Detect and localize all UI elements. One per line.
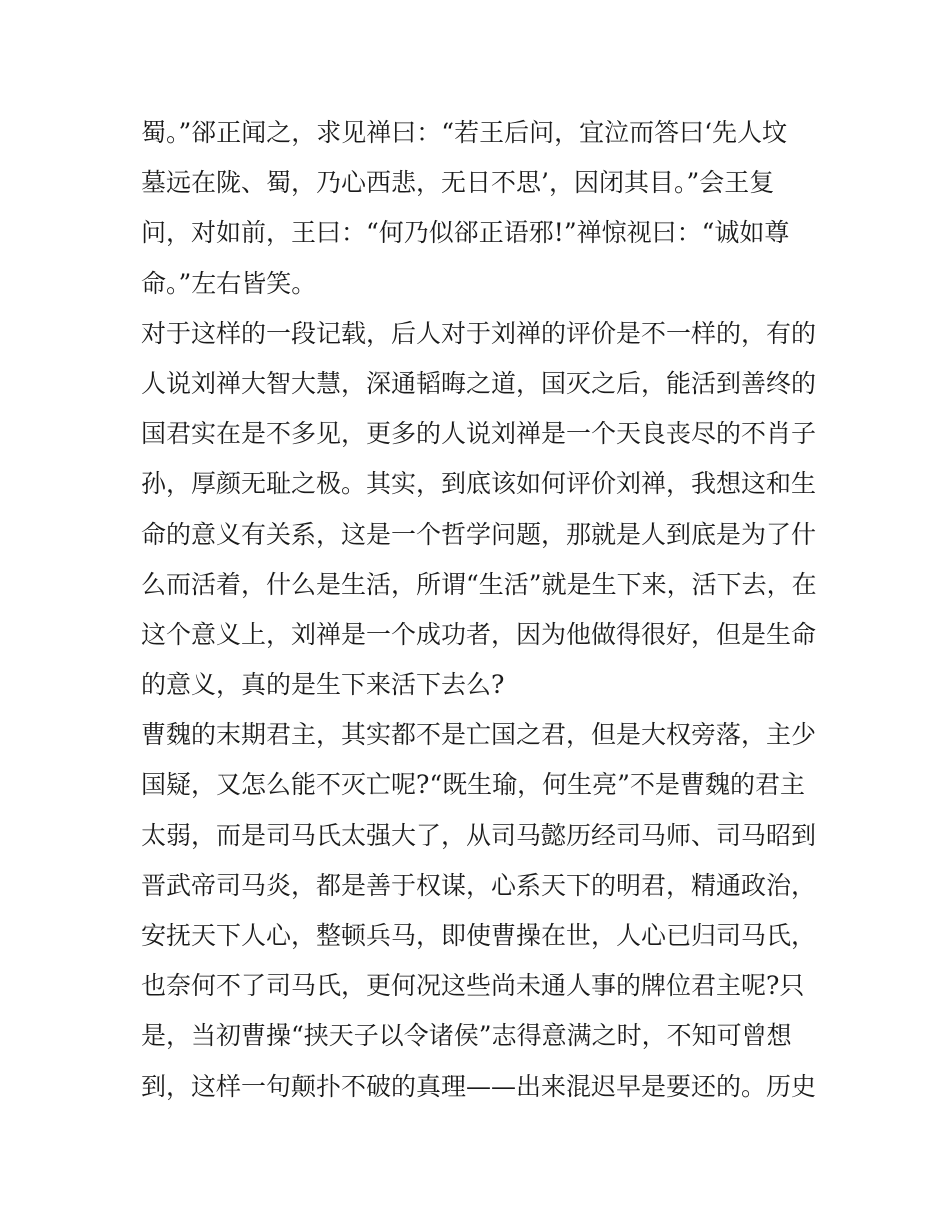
text-line: 曹魏的末期君主，其实都不是亡国之君，但是大权旁落，主少 [141, 720, 817, 750]
text-line: 人说刘禅大智大慧，深通韬晦之道，国灭之后，能活到善终的 [141, 368, 817, 398]
text-line: 墓远在陇、蜀，乃心西悲，无日不思’，因闭其目。”会王复 [141, 168, 775, 198]
text-line: 对于这样的一段记载，后人对于刘禅的评价是不一样的，有的 [141, 318, 817, 348]
text-line: 太弱，而是司马氏太强大了，从司马懿历经司马师、司马昭到 [141, 820, 817, 850]
text-line: 命。”左右皆笑。 [141, 268, 317, 298]
text-line: 么而活着，什么是生活，所谓“生活”就是生下来，活下去，在 [141, 569, 817, 599]
text-line: 问，对如前，王曰：“何乃似郤正语邪!”禅惊视曰：“诚如尊 [141, 218, 790, 248]
text-line: 国疑，又怎么能不灭亡呢?“既生瑜，何生亮”不是曹魏的君主 [141, 770, 805, 800]
text-line: 是，当初曹操“挟天子以令诸侯”志得意满之时，不知可曾想 [141, 1021, 792, 1051]
text-line: 也奈何不了司马氏，更何况这些尚未通人事的牌位君主呢?只 [141, 971, 805, 1001]
text-line: 国君实在是不多见，更多的人说刘禅是一个天良丧尽的不肖子 [141, 419, 817, 449]
text-line: 孙，厚颜无耻之极。其实，到底该如何评价刘禅，我想这和生 [141, 469, 817, 499]
text-line: 命的意义有关系，这是一个哲学问题，那就是人到底是为了什 [141, 519, 817, 549]
text-line: 蜀。”郤正闻之，求见禅曰：“若王后问，宜泣而答曰‘先人坟 [141, 118, 788, 147]
text-line: 到，这样一句颠扑不破的真理——出来混迟早是要还的。历史 [141, 1071, 817, 1101]
text-line: 晋武帝司马炎，都是善于权谋，心系天下的明君，精通政治， [141, 870, 817, 900]
text-line: 这个意义上，刘禅是一个成功者，因为他做得很好，但是生命 [141, 619, 817, 649]
text-line: 的意义，真的是生下来活下去么? [141, 670, 505, 700]
text-line: 安抚天下人心，整顿兵马，即使曹操在世，人心已归司马氏， [141, 921, 817, 950]
body-text [141, 108, 821, 1112]
